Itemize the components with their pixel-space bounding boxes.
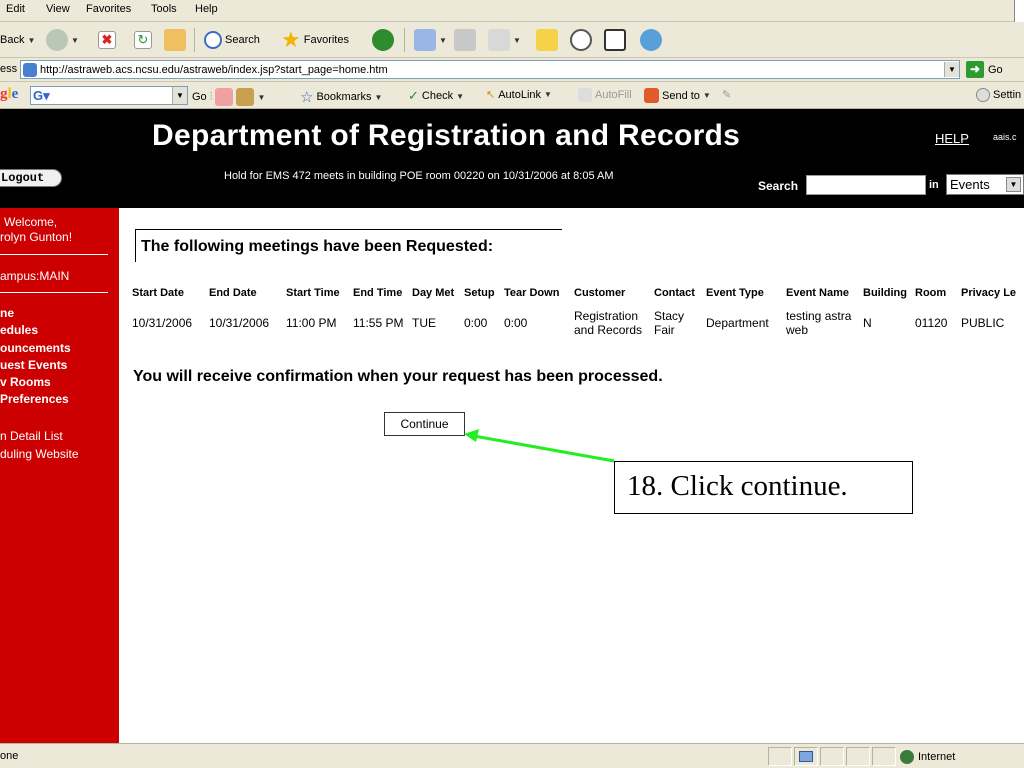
continue-button[interactable]: Continue <box>384 412 465 436</box>
pagerank-icon <box>215 88 233 106</box>
favorites-button[interactable] <box>281 28 349 52</box>
stop-icon: ✖ <box>98 31 116 49</box>
history-button[interactable] <box>372 28 394 52</box>
messenger-button[interactable] <box>570 28 592 52</box>
page-title: Department of Registration and Records <box>152 119 741 152</box>
print-button[interactable] <box>454 28 476 52</box>
cell-building: N <box>863 316 872 330</box>
google-g-icon: G▾ <box>33 88 50 103</box>
favorites-label: Favorites <box>303 34 349 46</box>
edit-button[interactable] <box>488 28 521 52</box>
menu-view[interactable]: View <box>46 3 70 15</box>
sidebar-item-home[interactable]: ne <box>0 306 15 320</box>
globe-icon <box>900 750 914 764</box>
home-icon <box>164 29 186 51</box>
window-corner <box>1014 0 1024 22</box>
chevron-down-icon: ▼ <box>544 90 552 99</box>
back-label: Back <box>0 34 25 46</box>
campus-label: ampus:MAIN <box>0 269 70 283</box>
sidebar-item-request-events[interactable]: uest Events <box>0 358 68 372</box>
menu-favorites[interactable]: Favorites <box>86 3 132 15</box>
sidebar-item-schedules[interactable]: edules <box>0 323 39 337</box>
chevron-down-icon: ▼ <box>374 92 383 102</box>
sidebar-item-preferences[interactable]: Preferences <box>0 392 69 406</box>
chevron-down-icon[interactable]: ▼ <box>172 87 187 104</box>
autofill-button[interactable] <box>578 88 632 102</box>
requested-heading: The following meetings have been Requested: <box>135 229 562 262</box>
cell-tear-down: 0:00 <box>504 316 528 330</box>
col-start-time: Start Time <box>286 287 340 299</box>
cell-room: 01120 <box>915 316 948 330</box>
address-url: http://astraweb.acs.ncsu.edu/astraweb/index.jsp?start_page=home.htm <box>40 63 388 76</box>
autofill-icon <box>578 88 592 102</box>
status-pane <box>794 747 818 766</box>
google-go-button[interactable]: Go ⫶ ▼ <box>192 88 265 106</box>
spellcheck-button[interactable] <box>408 88 464 104</box>
cell-privacy: PUBLIC <box>961 316 1005 330</box>
go-button[interactable] <box>966 61 1003 78</box>
send-icon <box>644 88 659 103</box>
status-pane <box>846 747 870 766</box>
user-id: aais.c <box>993 132 1017 142</box>
back-button[interactable] <box>0 28 35 52</box>
stop-button[interactable] <box>98 28 116 52</box>
mail-icon <box>414 29 436 51</box>
autolink-label: AutoLink <box>498 88 542 101</box>
search-scope-value: Events <box>950 177 990 192</box>
chevron-down-icon: ▼ <box>27 35 36 45</box>
annotation-arrow-line <box>474 436 614 461</box>
confirmation-message: You will receive confirmation when your request has been processed. <box>133 368 663 385</box>
chevron-down-icon: ▼ <box>513 35 521 45</box>
people-icon <box>640 29 662 51</box>
chevron-down-icon[interactable]: ▼ <box>944 62 959 77</box>
address-bar <box>0 58 1024 82</box>
browser-toolbar <box>0 22 1024 58</box>
menu-help[interactable]: Help <box>195 3 218 15</box>
meetings-table <box>132 287 1023 337</box>
sidebar <box>0 208 119 743</box>
help-link[interactable]: HELP <box>935 131 969 146</box>
search-button[interactable] <box>204 28 260 52</box>
sidebar-divider <box>0 254 108 255</box>
refresh-icon: ↻ <box>134 31 152 49</box>
google-go-label: Go <box>192 91 207 103</box>
in-label: in <box>929 179 939 191</box>
home-button[interactable] <box>164 28 186 52</box>
chevron-down-icon: ▼ <box>71 35 79 45</box>
menu-tools[interactable]: Tools <box>151 3 177 15</box>
research-button[interactable] <box>604 28 626 52</box>
col-contact: Contact <box>654 287 695 299</box>
messenger-icon <box>570 29 592 51</box>
cell-day-met: TUE <box>412 316 436 330</box>
settings-icon <box>976 88 990 102</box>
google-search-input[interactable] <box>30 86 188 105</box>
welcome-text: Welcome, <box>4 215 58 229</box>
hold-message: Hold for EMS 472 meets in building POE room 00220 on 10/31/2006 at 8:05 AM <box>224 170 614 182</box>
table-header-row <box>132 287 1023 303</box>
toolbar-separator <box>404 28 405 52</box>
cell-setup: 0:00 <box>464 316 488 330</box>
sidebar-item-scheduling-website[interactable]: duling Website <box>0 447 79 461</box>
sidebar-item-view-rooms[interactable]: v Rooms <box>0 375 51 389</box>
forward-arrow-icon <box>46 29 68 51</box>
page-icon <box>799 751 813 762</box>
news-icon <box>236 88 254 106</box>
welcome-user: rolyn Gunton! <box>0 230 73 244</box>
col-setup: Setup <box>464 287 495 299</box>
spellcheck-icon: ✓ <box>408 88 419 103</box>
edit-page-icon <box>488 29 510 51</box>
toolbar-separator <box>194 28 195 52</box>
folder-icon <box>536 29 558 51</box>
status-pane <box>820 747 844 766</box>
search-label: Search <box>758 179 799 193</box>
forward-button[interactable] <box>46 28 79 52</box>
logout-button[interactable]: Logout <box>0 169 62 187</box>
cell-customer: Registration and Records <box>574 309 643 337</box>
col-event-name: Event Name <box>786 287 849 299</box>
search-scope-select[interactable] <box>946 174 1024 195</box>
chevron-down-icon: ▼ <box>257 92 266 102</box>
col-start-date: Start Date <box>132 287 184 299</box>
settings-label: Settin <box>993 89 1022 101</box>
autolink-button[interactable] <box>486 88 552 101</box>
col-customer: Customer <box>574 287 626 299</box>
col-room: Room <box>915 287 947 299</box>
cell-start-time: 11:00 PM <box>286 316 337 330</box>
security-zone <box>900 750 955 764</box>
search-input[interactable] <box>806 175 926 195</box>
chevron-down-icon: ▼ <box>456 91 465 101</box>
autofill-label: AutoFill <box>595 89 632 101</box>
annotation-callout: 18. Click continue. <box>614 461 913 514</box>
col-building: Building <box>863 287 907 299</box>
sidebar-item-detail-list[interactable]: n Detail List <box>0 429 63 443</box>
status-pane <box>768 747 792 766</box>
menu-bar <box>0 0 1024 22</box>
address-label: ess <box>0 63 18 75</box>
col-privacy: Privacy Le <box>961 287 1017 299</box>
page-header <box>0 109 1024 208</box>
research-icon <box>604 29 626 51</box>
cell-start-date: 10/31/2006 <box>132 316 193 330</box>
chevron-down-icon: ▼ <box>1006 177 1021 192</box>
mail-button[interactable] <box>414 28 447 52</box>
search-icon <box>204 31 222 49</box>
sidebar-item-announcements[interactable]: ouncements <box>0 341 71 355</box>
address-input[interactable] <box>20 60 960 79</box>
bookmark-star-icon: ☆ <box>300 89 314 106</box>
refresh-button[interactable] <box>134 28 152 52</box>
cell-contact: Stacy Fair <box>654 309 685 337</box>
status-bar <box>0 743 1024 768</box>
chevron-down-icon: ▼ <box>439 35 447 45</box>
people-button[interactable] <box>640 28 662 52</box>
cell-event-type: Department <box>706 316 769 330</box>
highlighter-icon: ✎ <box>722 89 732 101</box>
print-icon <box>454 29 476 51</box>
cell-end-date: 10/31/2006 <box>209 316 270 330</box>
zone-label: Internet <box>918 751 956 763</box>
sendto-button[interactable] <box>644 88 711 103</box>
bookmarks-label: Bookmarks <box>316 91 372 103</box>
discuss-button[interactable] <box>536 28 558 52</box>
google-logo: gle <box>0 86 19 102</box>
annotation-arrow-head <box>464 429 479 442</box>
status-pane <box>872 747 896 766</box>
sendto-label: Send to <box>662 89 700 102</box>
cell-end-time: 11:55 PM <box>353 316 404 330</box>
menu-edit[interactable]: Edit <box>6 3 25 15</box>
ie-page-icon <box>23 63 37 77</box>
col-end-time: End Time <box>353 287 403 299</box>
table-row <box>132 303 1023 337</box>
sidebar-divider <box>0 292 108 293</box>
status-text: one <box>0 750 19 762</box>
bookmarks-button[interactable] <box>300 88 382 106</box>
check-label: Check <box>421 90 454 102</box>
col-end-date: End Date <box>209 287 257 299</box>
settings-button[interactable] <box>976 88 1021 102</box>
highlight-button[interactable] <box>722 88 731 101</box>
go-label: Go <box>988 63 1003 76</box>
col-tear-down: Tear Down <box>504 287 560 299</box>
col-event-type: Event Type <box>706 287 764 299</box>
cell-event-name: testing astra web <box>786 309 852 337</box>
history-icon <box>372 29 394 51</box>
col-day-met: Day Met <box>412 287 455 299</box>
google-toolbar <box>0 82 1024 109</box>
wand-icon: ↖ <box>486 89 496 101</box>
search-label: Search <box>225 34 260 46</box>
go-arrow-icon: ➜ <box>966 61 984 78</box>
star-icon: ★ <box>281 27 301 52</box>
chevron-down-icon: ▼ <box>702 91 711 100</box>
